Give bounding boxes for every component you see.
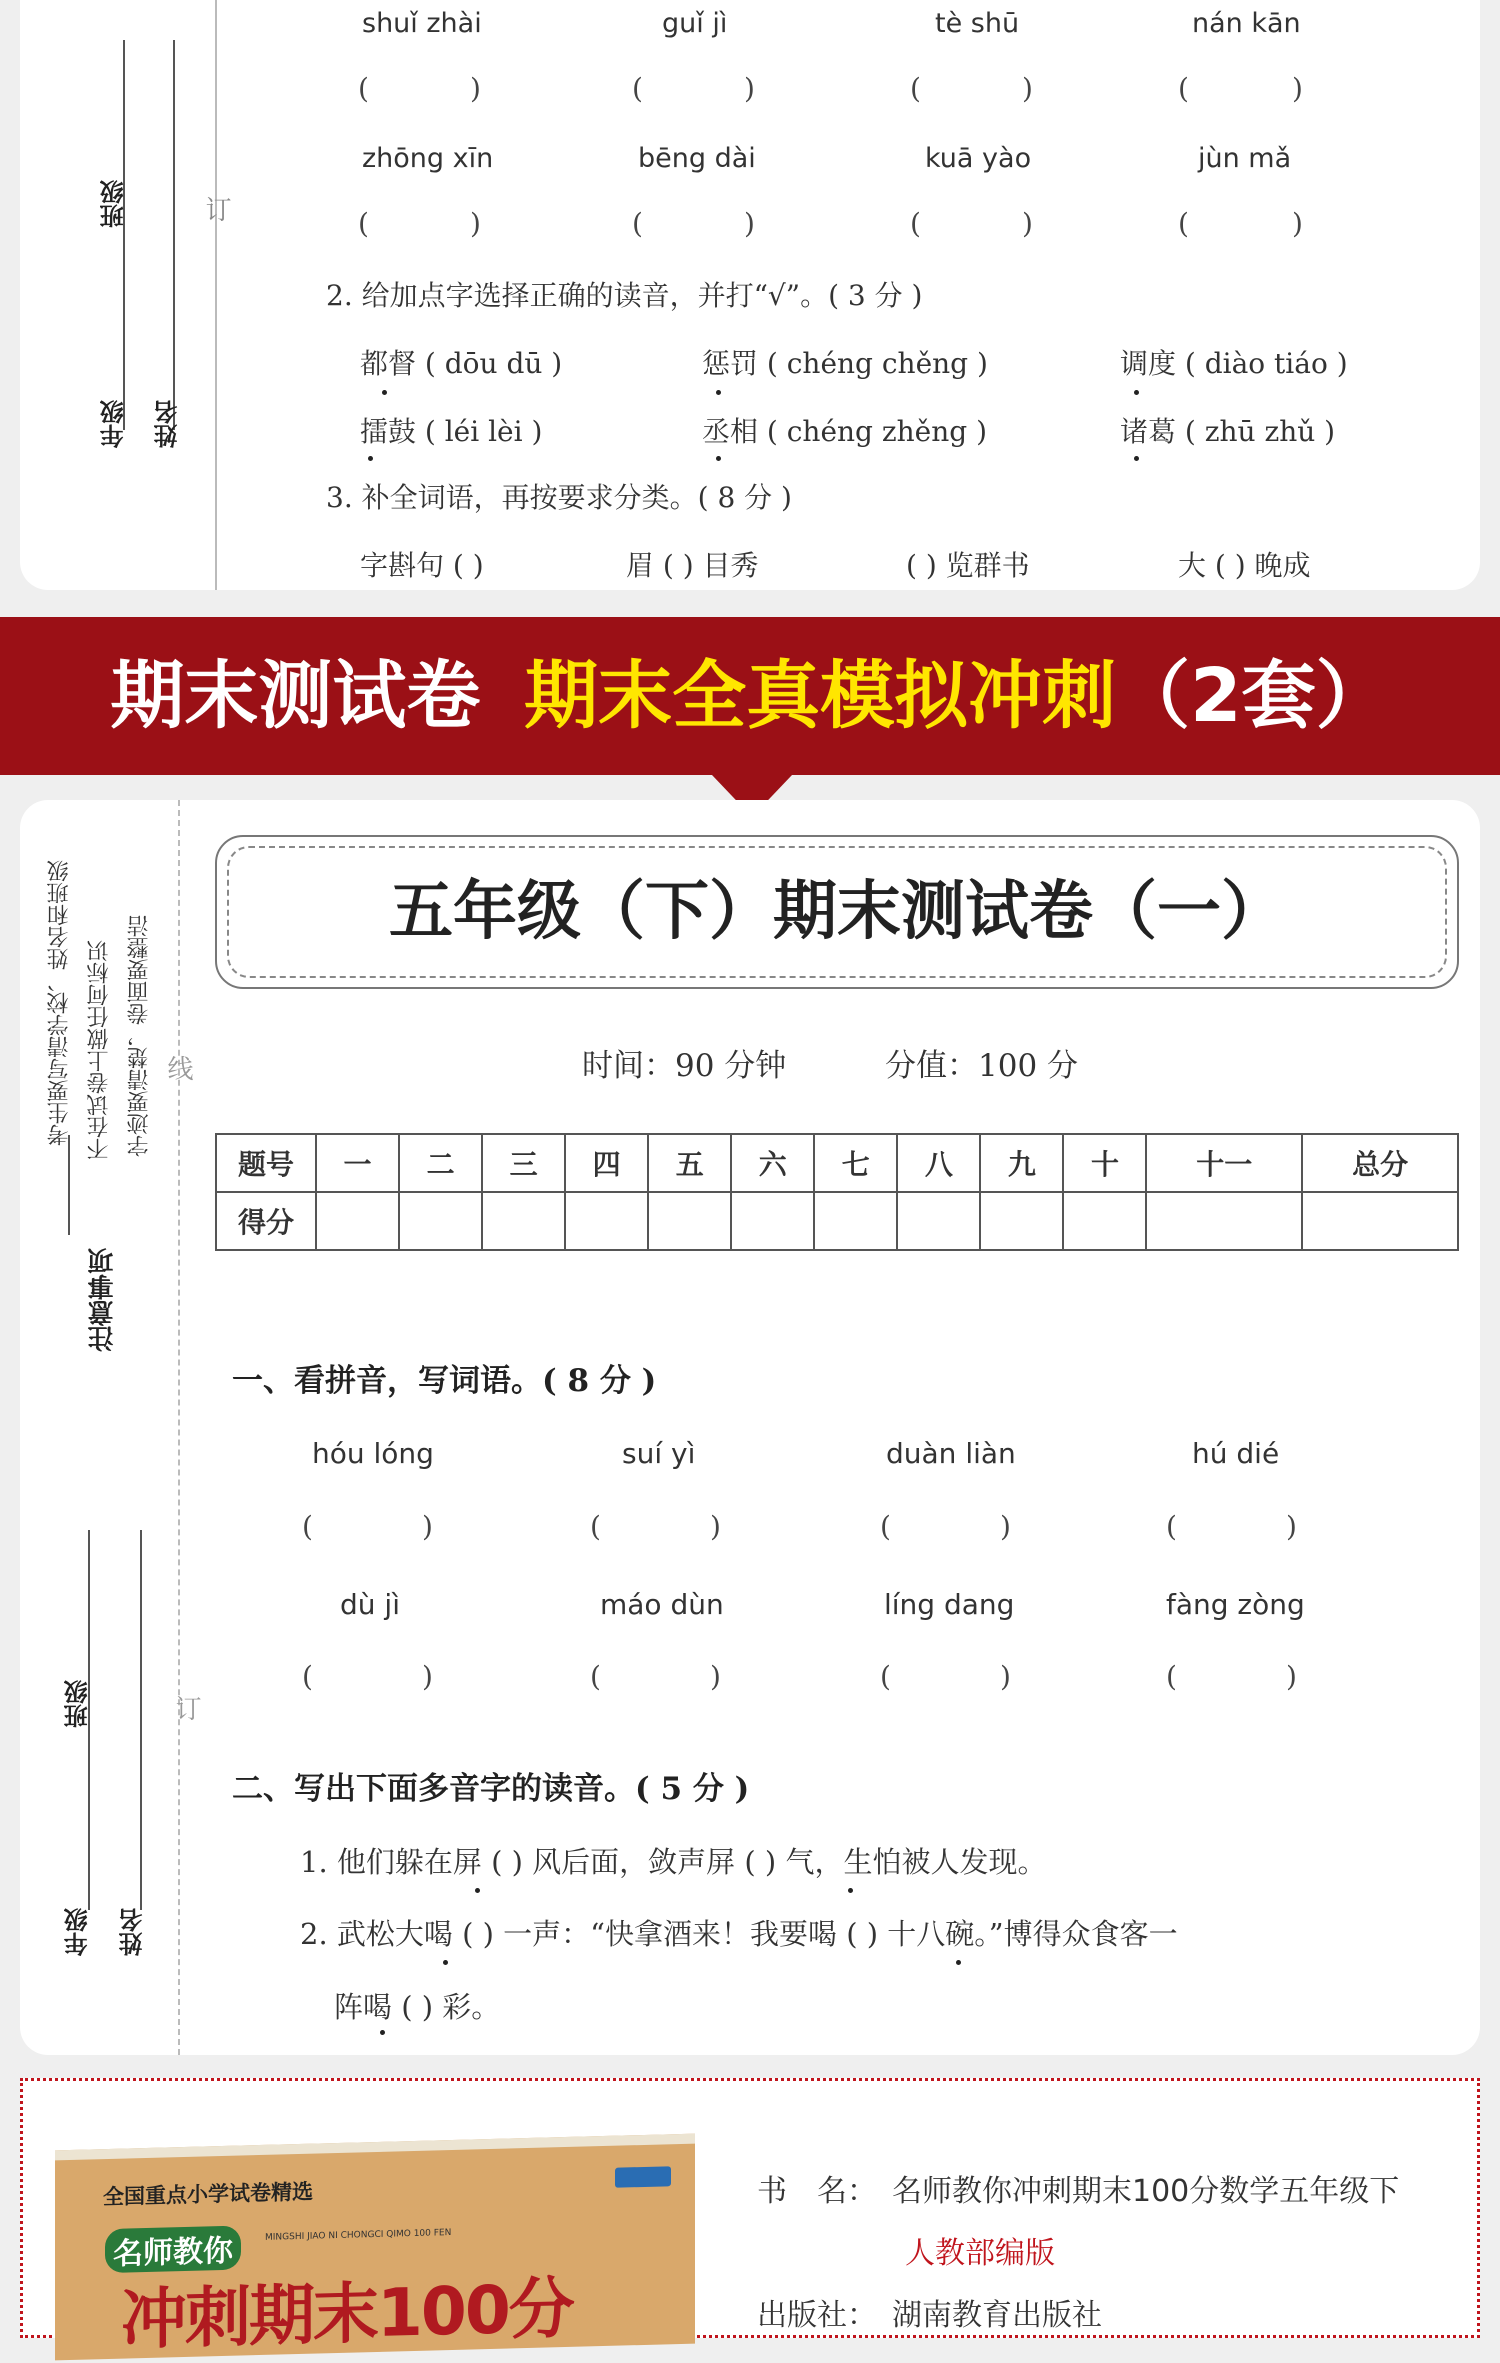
pinyin-word: guǐ jì	[662, 8, 728, 39]
pinyin-word: máo dùn	[600, 1588, 724, 1621]
question-3-title: 3. 补全词语，再按要求分类。( 8 分 )	[326, 481, 792, 514]
cover-pinyin: MINGSHI JIAO NI CHONGCI QIMO 100 FEN	[265, 2228, 452, 2243]
polyphone-line-1: 1. 他们躲在屏 ( ) 风后面，敛声屏 ( ) 气，生怕被人发现。	[300, 1845, 1047, 1879]
score-cell[interactable]	[399, 1192, 482, 1250]
emphasis-dot	[956, 1960, 961, 1965]
pinyin-word: suí yì	[622, 1437, 696, 1470]
polyphone-line-3: 阵喝 ( ) 彩。	[334, 1990, 501, 2024]
pinyin-word: fàng zòng	[1166, 1588, 1305, 1621]
table-cell: 总分	[1302, 1134, 1458, 1192]
question-2-title: 2. 给加点字选择正确的读音，并打“√”。( 3 分 )	[326, 279, 923, 312]
reading-choice: 调度 ( diào tiáo )	[1120, 347, 1348, 380]
answer-paren-open: (	[590, 1510, 601, 1543]
answer-paren-close: )	[1022, 207, 1033, 240]
table-cell: 六	[731, 1134, 814, 1192]
pinyin-word: dù jì	[340, 1588, 400, 1621]
pinyin-word: líng dang	[884, 1588, 1015, 1621]
pinyin-word: jùn mǎ	[1198, 143, 1292, 174]
idiom-blank: 大 ( ) 晚成	[1178, 549, 1311, 582]
book-name-value: 名师教你冲刺期末100分数学五年级下	[892, 2174, 1400, 2209]
banner-text	[0, 617, 1500, 775]
pinyin-word: zhōng xīn	[362, 143, 494, 174]
emphasis-dot	[716, 456, 721, 461]
pinyin-word: tè shū	[935, 8, 1020, 39]
table-cell: 一	[316, 1134, 399, 1192]
emphasis-dot	[368, 456, 373, 461]
answer-paren-open: (	[910, 72, 921, 105]
cover-series: 全国重点小学试卷精选	[103, 2179, 313, 2210]
grade-label: 年级	[100, 400, 128, 448]
name-label: 姓名	[154, 400, 182, 448]
answer-paren-open: (	[1178, 72, 1189, 105]
answer-paren-open: (	[632, 207, 643, 240]
cover-title: 冲刺期末100分	[121, 2269, 573, 2359]
table-row	[216, 1134, 1458, 1192]
pinyin-word: bēng dài	[638, 143, 756, 174]
exam-score: 分值：100 分	[885, 1048, 1079, 1084]
pinyin-word: shuǐ zhài	[362, 8, 482, 39]
banner-tail: （2套）	[1116, 653, 1390, 739]
score-cell[interactable]	[1146, 1192, 1302, 1250]
table-cell: 三	[482, 1134, 565, 1192]
score-cell[interactable]	[316, 1192, 399, 1250]
reading-choice: 惩罚 ( chéng chěng )	[702, 347, 988, 380]
score-cell[interactable]	[1302, 1192, 1458, 1250]
cover-brand: 名师教你	[105, 2226, 241, 2274]
grade-label: 年级	[64, 1908, 92, 1956]
section-1-title: 一、看拼音，写词语。( 8 分 )	[232, 1363, 657, 1399]
ding-mark: 订	[171, 1695, 201, 1721]
answer-paren-open: (	[1166, 1510, 1177, 1543]
table-row	[216, 1192, 1458, 1250]
score-cell[interactable]	[731, 1192, 814, 1250]
emphasis-dot	[1134, 456, 1139, 461]
score-cell[interactable]	[565, 1192, 648, 1250]
side-line-1	[215, 0, 217, 590]
answer-paren-close: )	[1022, 72, 1033, 105]
table-cell: 题号	[216, 1134, 316, 1192]
book-name-label: 书 名：	[757, 2174, 877, 2209]
answer-paren-close: )	[1286, 1660, 1297, 1693]
publisher-value: 湖南教育出版社	[892, 2298, 1102, 2333]
answer-paren-close: )	[1292, 207, 1303, 240]
idiom-blank: 眉 ( ) 目秀	[626, 549, 759, 582]
table-cell: 七	[814, 1134, 897, 1192]
pinyin-word: kuā yào	[925, 143, 1032, 174]
book-edition: 人教部编版	[905, 2236, 1055, 2271]
answer-paren-close: )	[744, 207, 755, 240]
banner-yellow: 期末全真模拟冲刺	[524, 653, 1117, 739]
pinyin-word: nán kān	[1192, 8, 1301, 39]
answer-paren-open: (	[1166, 1660, 1177, 1693]
reading-choice: 擂鼓 ( léi lèi )	[360, 415, 543, 448]
answer-paren-close: )	[1286, 1510, 1297, 1543]
score-cell[interactable]	[1063, 1192, 1146, 1250]
note-line-3: 字迹要清楚，卷面要整洁	[127, 915, 152, 1157]
pinyin-word: hú dié	[1192, 1437, 1280, 1470]
answer-paren-close: )	[1000, 1660, 1011, 1693]
answer-paren-close: )	[470, 72, 481, 105]
answer-paren-open: (	[302, 1510, 313, 1543]
answer-paren-open: (	[302, 1660, 313, 1693]
table-cell: 十	[1063, 1134, 1146, 1192]
idiom-blank: ( ) 览群书	[906, 549, 1030, 582]
cover-publisher-tag	[615, 2166, 671, 2187]
answer-paren-close: )	[710, 1660, 721, 1693]
answer-paren-open: (	[632, 72, 643, 105]
score-cell[interactable]	[897, 1192, 980, 1250]
table-cell: 四	[565, 1134, 648, 1192]
idiom-blank: 字斟句 ( )	[360, 549, 484, 582]
table-cell: 五	[648, 1134, 731, 1192]
pinyin-word: hóu lóng	[312, 1437, 434, 1470]
answer-paren-open: (	[358, 72, 369, 105]
answer-paren-close: )	[710, 1510, 721, 1543]
answer-paren-open: (	[358, 207, 369, 240]
emphasis-dot	[1134, 390, 1139, 395]
answer-paren-close: )	[422, 1510, 433, 1543]
answer-paren-close: )	[422, 1660, 433, 1693]
answer-paren-close: )	[470, 207, 481, 240]
emphasis-dot	[380, 2030, 385, 2035]
side-rule-right	[173, 40, 175, 430]
section-2-title: 二、写出下面多音字的读音。( 5 分 )	[232, 1771, 750, 1807]
section-banner	[0, 617, 1500, 775]
class-label: 班级	[64, 1680, 92, 1728]
side-dashed-line	[178, 800, 180, 2055]
card-top-overlay	[660, 775, 840, 800]
emphasis-dot	[382, 390, 387, 395]
note-line-2: 不在试卷上做任何标识	[87, 940, 112, 1160]
book-cover	[55, 2134, 695, 2361]
score-cell[interactable]	[814, 1192, 897, 1250]
score-cell[interactable]	[980, 1192, 1063, 1250]
pinyin-word: duàn liàn	[886, 1437, 1016, 1470]
reading-choice: 都督 ( dōu dū )	[360, 347, 563, 380]
table-cell: 二	[399, 1134, 482, 1192]
answer-paren-open: (	[880, 1660, 891, 1693]
banner-white: 期末测试卷	[110, 653, 481, 739]
emphasis-dot	[716, 390, 721, 395]
answer-paren-open: (	[1178, 207, 1189, 240]
score-cell[interactable]	[482, 1192, 565, 1250]
answer-paren-open: (	[590, 1660, 601, 1693]
notes-divider	[68, 1135, 70, 1235]
class-label: 班级	[100, 180, 128, 228]
ding-mark: 订	[201, 196, 231, 222]
answer-paren-close: )	[744, 72, 755, 105]
answer-paren-close: )	[1000, 1510, 1011, 1543]
table-cell: 得分	[216, 1192, 316, 1250]
exam-time: 时间：90 分钟	[582, 1048, 787, 1084]
note-line-1: 考生要写清学校、姓名和班级	[47, 860, 72, 1146]
table-cell: 九	[980, 1134, 1063, 1192]
score-table	[215, 1133, 1459, 1251]
emphasis-dot	[848, 1888, 853, 1893]
name-label: 姓名	[119, 1908, 147, 1956]
publisher-label: 出版社：	[757, 2298, 877, 2333]
polyphone-line-2: 2. 武松大喝 ( ) 一声：“快拿酒来！我要喝 ( ) 十八碗。”博得众食客一	[300, 1917, 1178, 1951]
emphasis-dot	[443, 1960, 448, 1965]
answer-paren-open: (	[880, 1510, 891, 1543]
xian-mark: 线	[163, 1055, 193, 1081]
notes-title: 注意事项	[88, 1248, 118, 1352]
answer-paren-open: (	[910, 207, 921, 240]
exam-title: 五年级（下）期末测试卷（一）	[389, 875, 1285, 949]
table-cell: 十一	[1146, 1134, 1302, 1192]
score-cell[interactable]	[648, 1192, 731, 1250]
side-rule-right	[140, 1530, 142, 1910]
answer-paren-close: )	[1292, 72, 1303, 105]
table-cell: 八	[897, 1134, 980, 1192]
side-rule-left	[123, 40, 125, 430]
reading-choice: 丞相 ( chéng zhěng )	[702, 415, 988, 448]
reading-choice: 诸葛 ( zhū zhǔ )	[1120, 415, 1336, 448]
emphasis-dot	[475, 1888, 480, 1893]
